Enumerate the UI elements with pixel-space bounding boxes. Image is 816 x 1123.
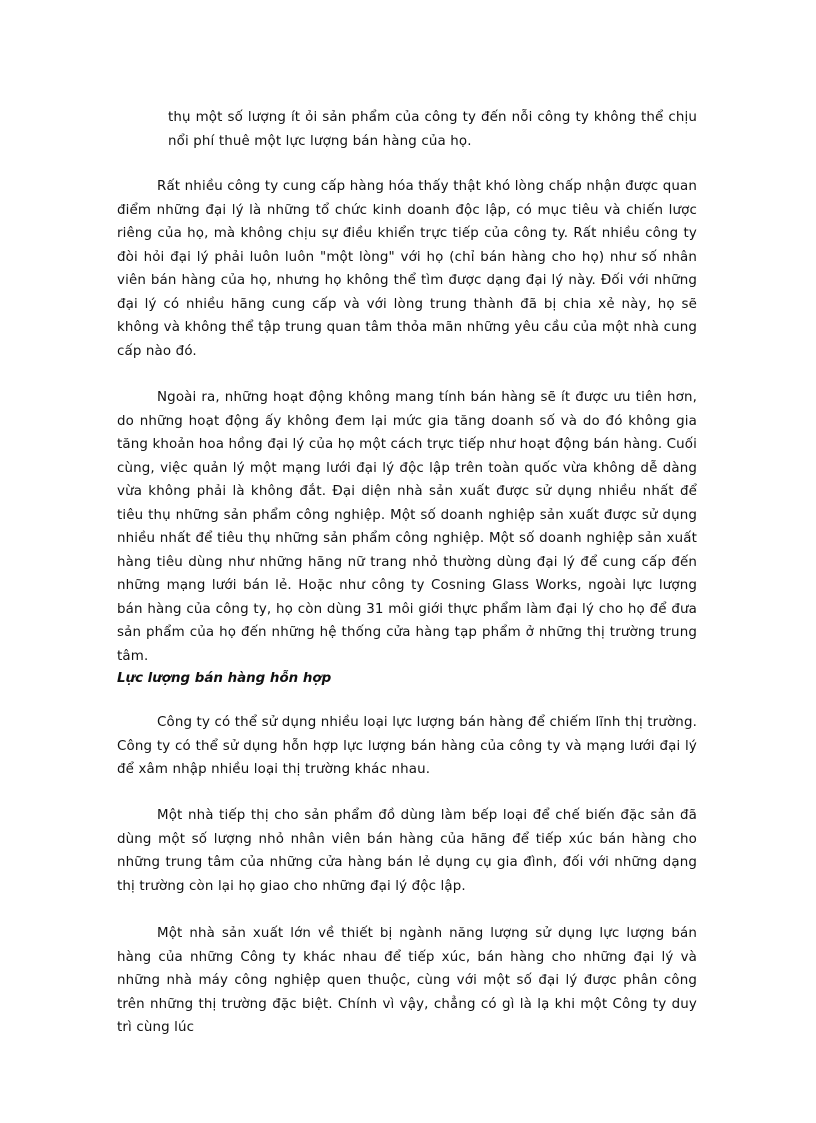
paragraph-text: Ngoài ra, những hoạt động không mang tính bán hàng sẽ ít được ưu tiên hơn, do những hoạt động ấy không đem lại mức gia tăng doanh số và do đó không gia tăng khoản hoa hồng đại lý của họ một cách trực tiếp như hoạt động bán hàng. Cuối cùng, việc quản lý một mạng lưới đại lý độc lập trên toàn quốc vừa không dễ dàng vừa không phải là không đắt. Đại diện nhà sản xuất được sử dụng nhiều nhất để tiêu thụ những sản phẩm công nghiệp. Một số doanh nghiệp sản xuất được sử dụng nhiều nhất để tiêu thụ những sản phẩm công nghiệp. Một số doanh nghiệp sản xuất hàng tiêu dùng như những hãng nữ trang nhỏ thường dùng đại lý để cung cấp đến những mạng lưới bán lẻ. Hoặc như công ty Cosning Glass Works, ngoài lực lượng bán hàng của công ty, họ còn dùng 31 môi giới thực phẩm làm đại lý cho họ để đưa sản phẩm của họ đến những hệ thống cửa hàng tạp phẩm ở những thị trường trung tâm. [117, 390, 697, 664]
paragraph-mixed-sales-force [117, 711, 697, 782]
list-continuation-block [168, 106, 697, 153]
paragraph-text: Một nhà tiếp thị cho sản phẩm đồ dùng làm bếp loại để chế biến đặc sản đã dùng một số lượng nhỏ nhân viên bán hàng của hãng để tiếp xúc bán hàng cho những trung tâm của những cửa hàng bán lẻ dụng cụ gia đình, đối với những dạng thị trường còn lại họ giao cho những đại lý độc lập. [117, 808, 697, 894]
paragraph-non-sales-activities [117, 386, 697, 668]
list-continuation-text: thụ một số lượng ít ỏi sản phẩm của công ty đến nỗi công ty không thể chịu nổi phí thuê một lực lượng bán hàng của họ. [168, 110, 697, 149]
paragraph-agents-loyalty [117, 175, 697, 363]
section-heading: Lực lượng bán hàng hỗn hợp [117, 671, 332, 686]
paragraph-kitchenware-example [117, 804, 697, 898]
paragraph-text: Công ty có thể sử dụng nhiều loại lực lượng bán hàng để chiếm lĩnh thị trường. Công ty có thể sử dụng hỗn hợp lực lượng bán hàng của công ty và mạng lưới đại lý để xâm nhập nhiều loại thị trường khác nhau. [117, 715, 697, 777]
paragraph-text: Rất nhiều công ty cung cấp hàng hóa thấy thật khó lòng chấp nhận được quan điểm những đại lý là những tổ chức kinh doanh độc lập, có mục tiêu và chiến lược riêng của họ, mà không chịu sự điều khiển trực tiếp của công ty. Rất nhiều công ty đòi hỏi đại lý phải luôn luôn "một lòng" với họ (chỉ bán hàng cho họ) như số nhân viên bán hàng của họ, nhưng họ không thể tìm được dạng đại lý này. Đối với những đại lý có nhiều hãng cung cấp và với lòng trung thành đã bị chia xẻ này, họ sẽ không và không thể tập trung quan tâm thỏa mãn những yêu cầu của một nhà cung cấp nào đó. [117, 179, 697, 359]
paragraph-text: Một nhà sản xuất lớn về thiết bị ngành năng lượng sử dụng lực lượng bán hàng của những Công ty khác nhau để tiếp xúc, bán hàng cho những đại lý và những nhà máy công nghiệp quen thuộc, cùng với một số đại lý được phân công trên những thị trường đặc biệt. Chính vì vậy, chẳng có gì là lạ khi một Công ty duy trì cùng lúc [117, 926, 697, 1035]
paragraph-energy-equipment-example [117, 922, 697, 1040]
